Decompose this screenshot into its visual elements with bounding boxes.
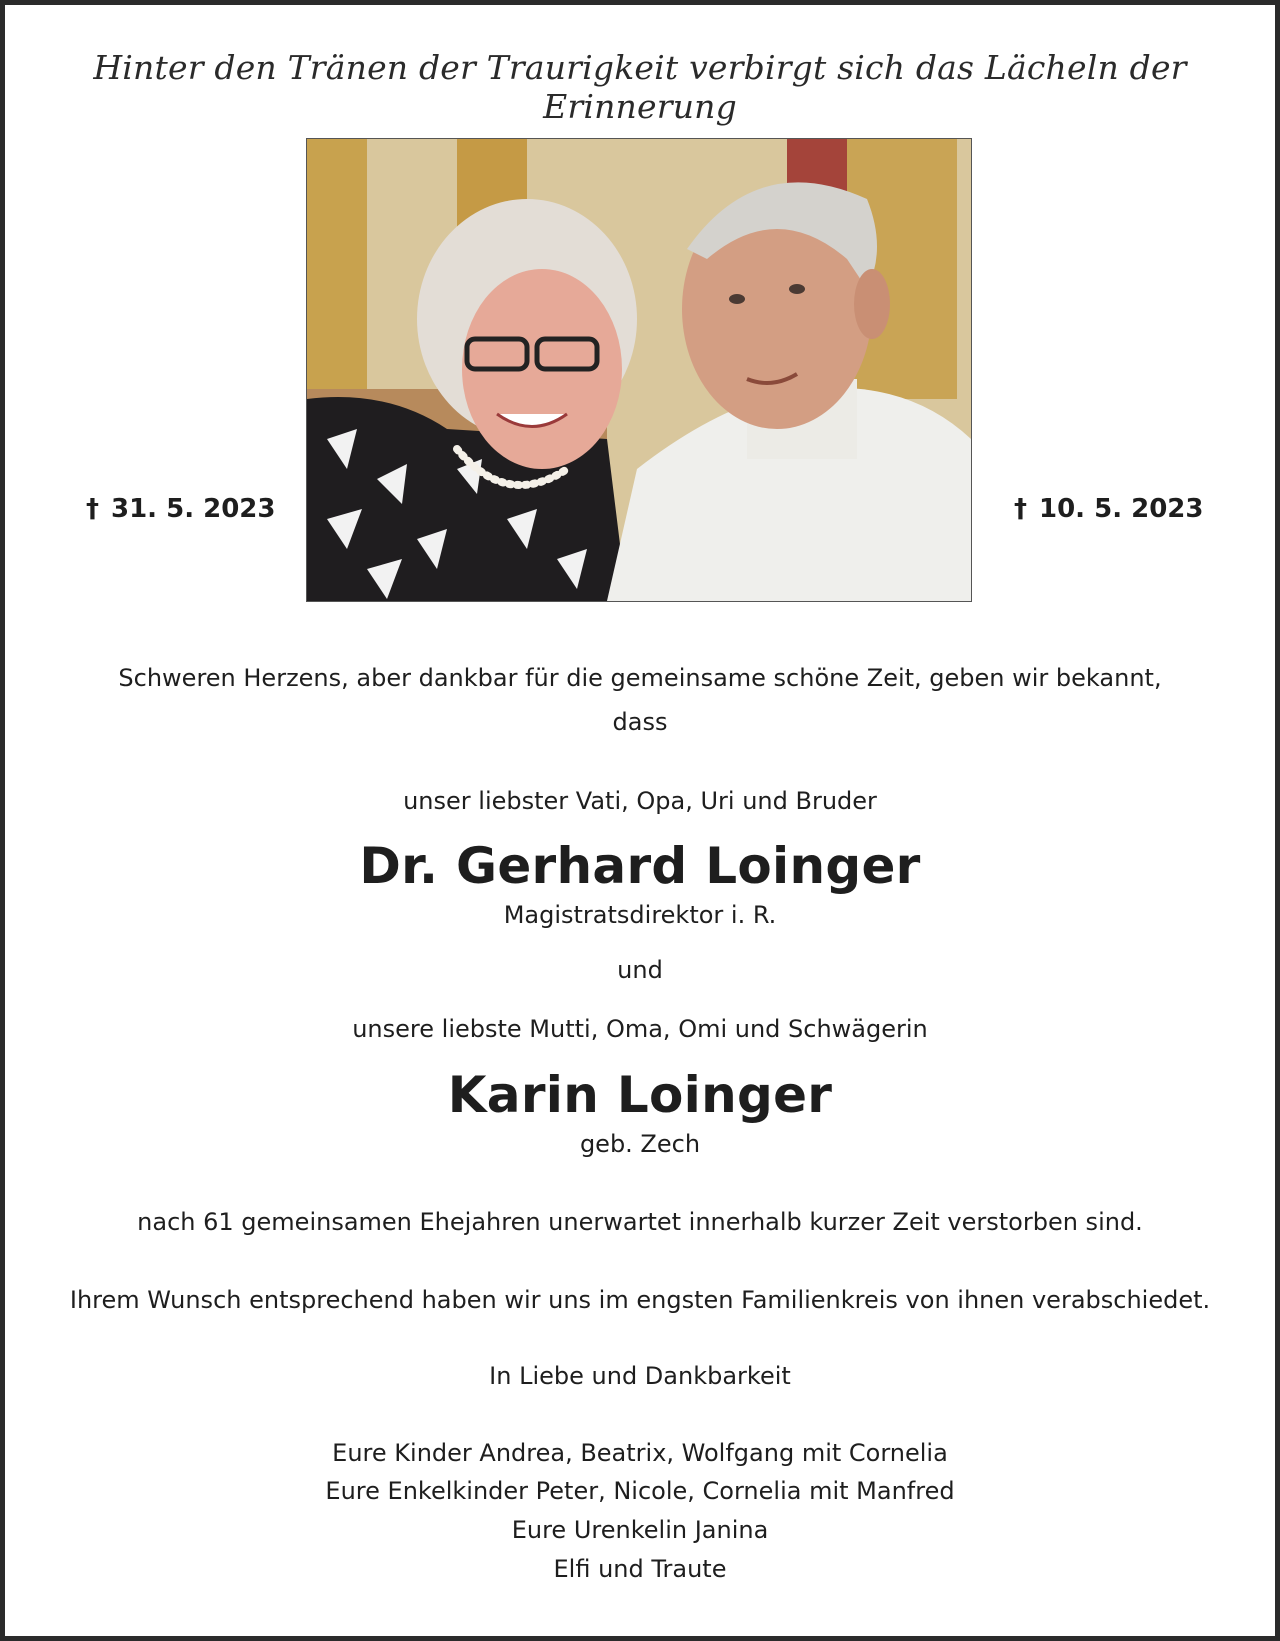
cross-icon: † <box>1014 494 1027 524</box>
motto-quote: Hinter den Tränen der Traurigkeit verbirgt sich das Lächeln der Erinnerung <box>93 48 1187 126</box>
family-line: Eure Urenkelin Janina <box>511 1516 769 1544</box>
family-line: Elfi und Traute <box>553 1555 727 1583</box>
intro-line-1: Schweren Herzens, aber dankbar für die gemeinsame schöne Zeit, geben wir bekannt, <box>118 664 1162 692</box>
date-left-text: 31. 5. 2023 <box>111 494 276 524</box>
date-right-text: 10. 5. 2023 <box>1039 494 1204 524</box>
closing-line: In Liebe und Dankbarkeit <box>489 1362 791 1390</box>
person2-name: Karin Loinger <box>447 1066 833 1124</box>
date-right <box>1014 494 1204 524</box>
person1-title: Magistratsdirektor i. R. <box>503 901 777 929</box>
person2-relation: unsere liebste Mutti, Oma, Omi und Schwägerin <box>352 1015 928 1043</box>
family-line: Eure Enkelkinder Peter, Nicole, Cornelia mit Manfred <box>325 1477 955 1505</box>
couple-photo <box>306 138 972 602</box>
person1-name: Dr. Gerhard Loinger <box>359 837 921 895</box>
cross-icon: † <box>86 494 99 524</box>
person2-maiden-name: geb. Zech <box>579 1130 701 1158</box>
conjunction: und <box>617 956 663 984</box>
family-line: Eure Kinder Andrea, Beatrix, Wolfgang mit Cornelia <box>332 1439 948 1467</box>
date-left <box>86 494 276 524</box>
passing-line: nach 61 gemeinsamen Ehejahren unerwartet innerhalb kurzer Zeit verstorben sind. <box>137 1208 1143 1236</box>
farewell-line: Ihrem Wunsch entsprechend haben wir uns im engsten Familienkreis von ihnen verabschiedet. <box>69 1286 1211 1314</box>
intro-line-2: dass <box>612 708 668 736</box>
person1-relation: unser liebster Vati, Opa, Uri und Bruder <box>403 787 877 815</box>
